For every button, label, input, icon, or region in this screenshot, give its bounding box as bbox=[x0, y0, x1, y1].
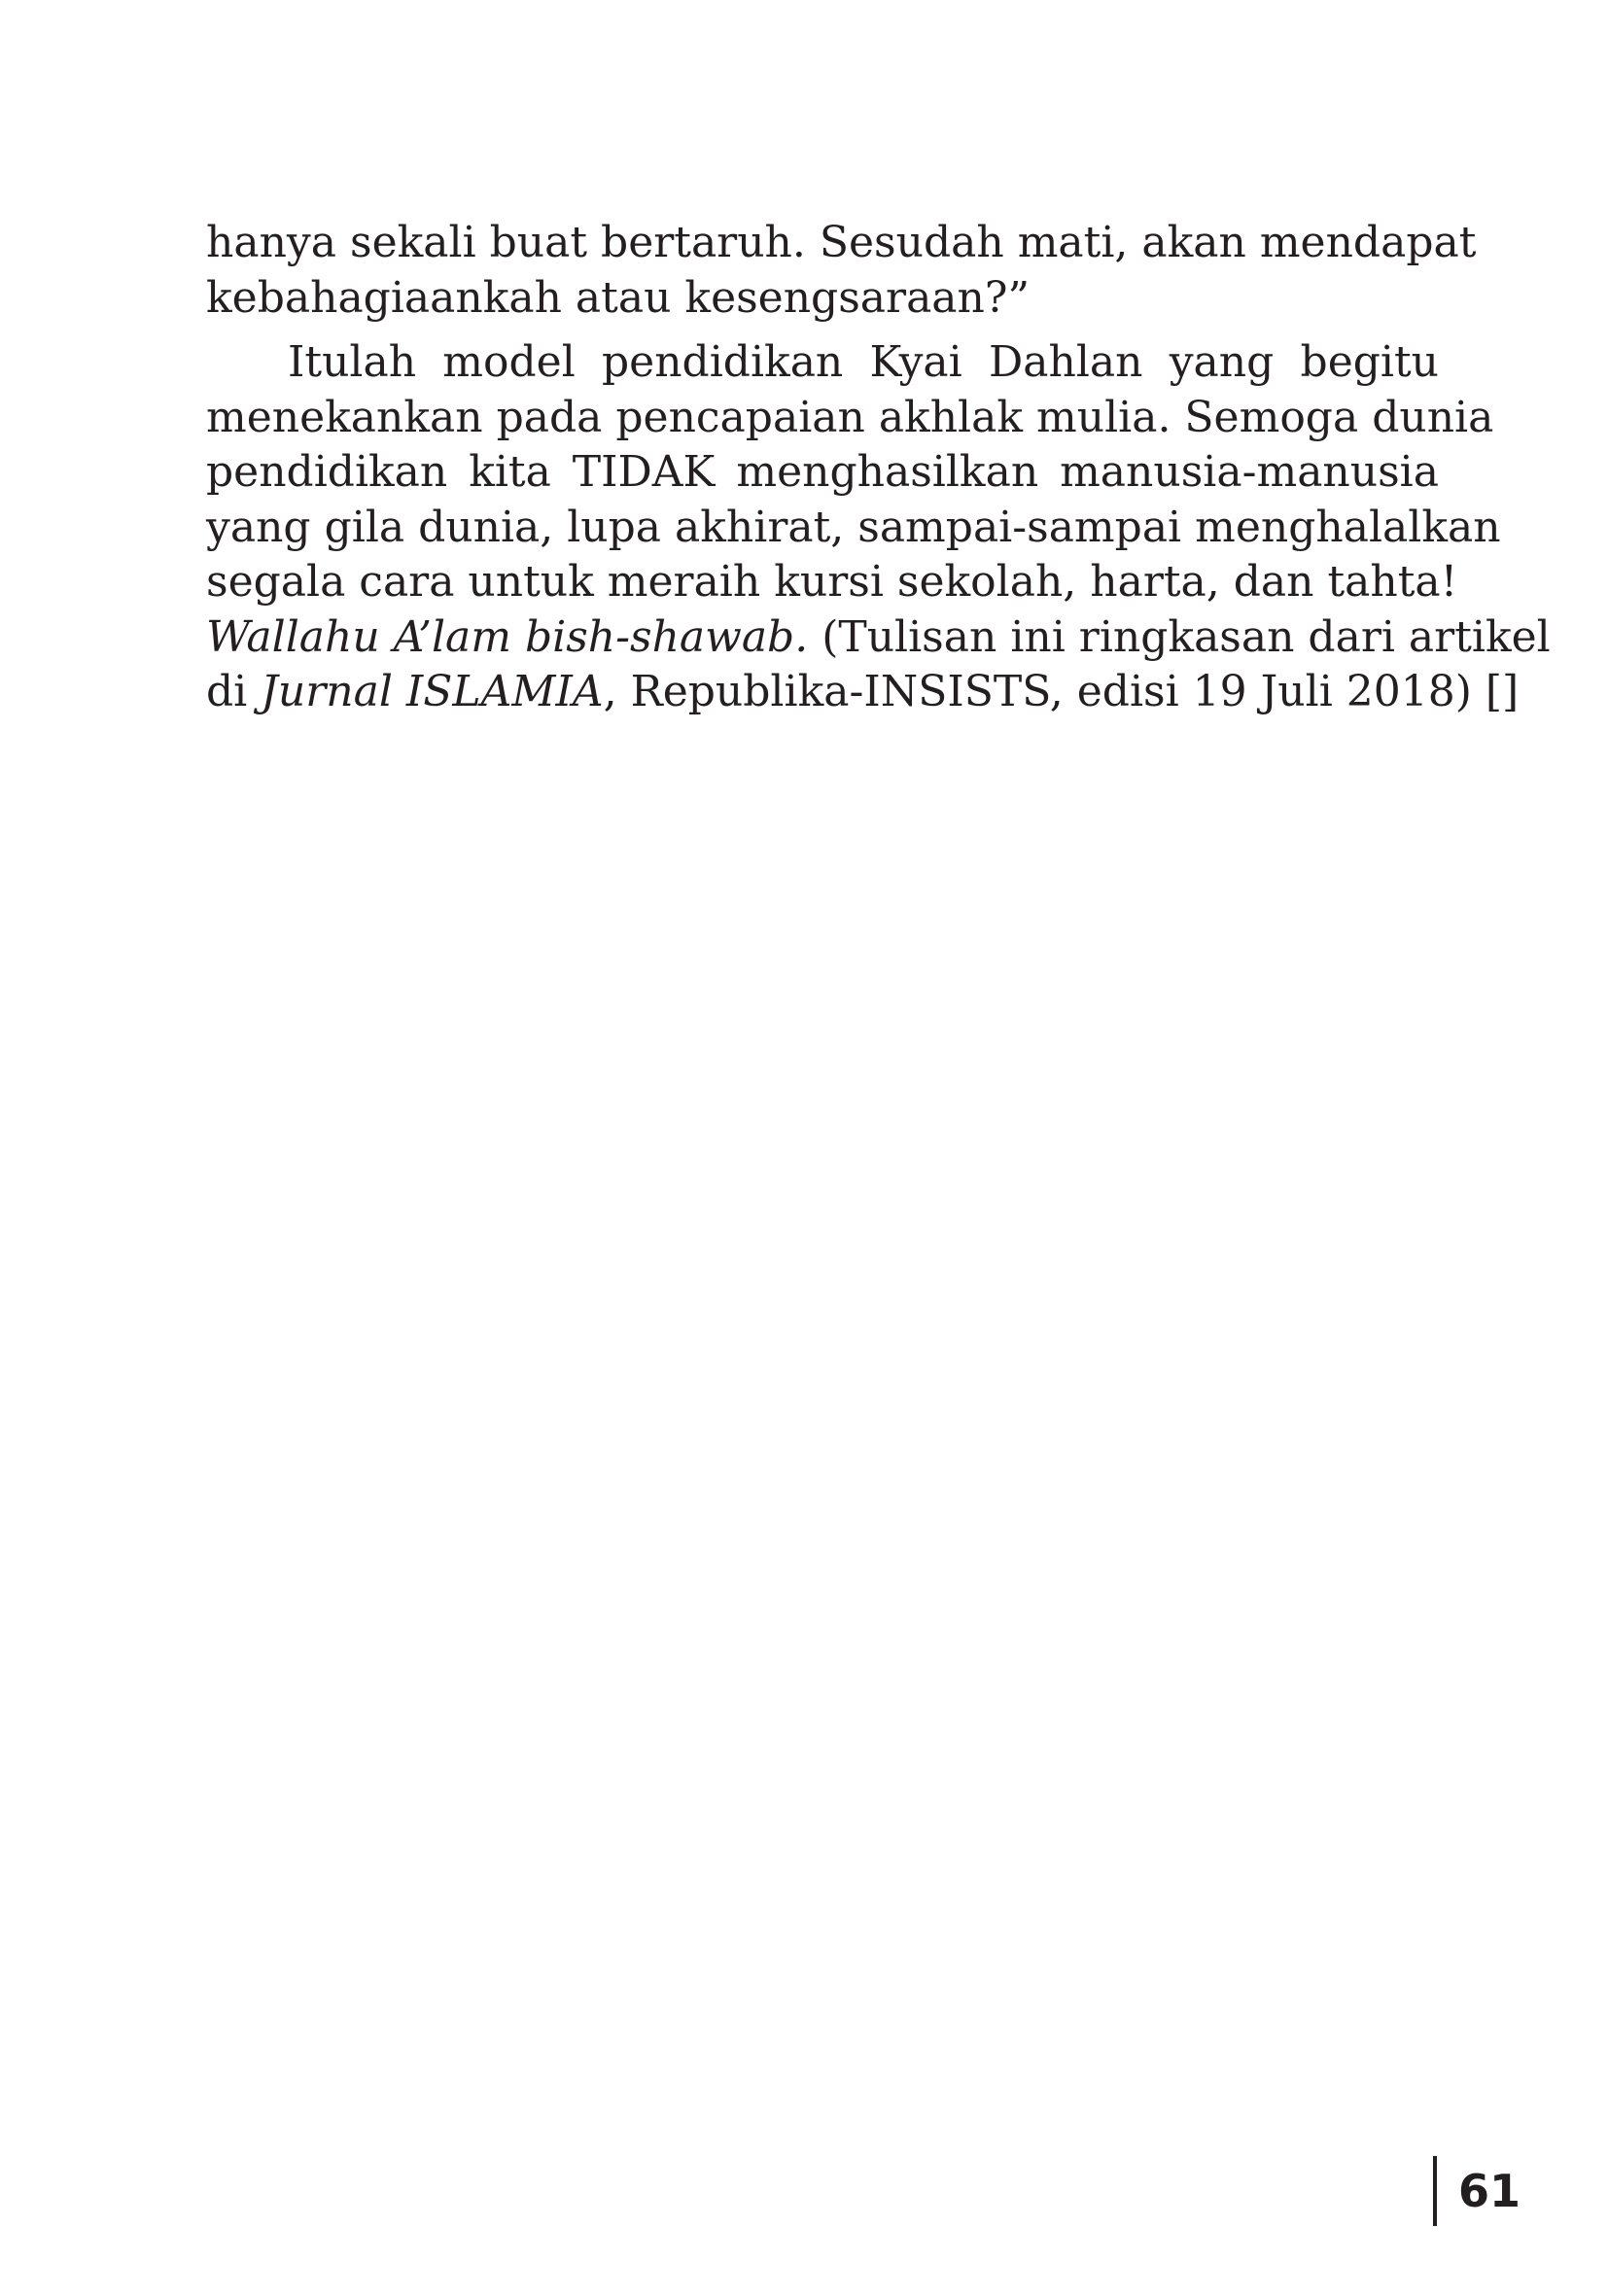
paragraph-2-line-6 bbox=[206, 610, 1551, 666]
paragraph-2-line-4: yang gila dunia, lupa akhirat, sampai-sampai menghalalkan bbox=[206, 502, 1501, 552]
paragraph-2-line-6-rest: (Tulisan ini ringkasan dari artikel bbox=[808, 611, 1551, 662]
page-footer bbox=[1433, 2156, 1521, 2226]
paragraph-2-line-2: menekankan pada pencapaian akhlak mulia. Semoga dunia bbox=[206, 392, 1494, 442]
body-text bbox=[206, 216, 1551, 720]
paragraph-1-line-2: kebahagiaankah atau kesengsaraan?” bbox=[206, 272, 1030, 323]
closing-phrase-italic: Wallahu A’lam bish-shawab. bbox=[206, 611, 809, 662]
page-number: 61 bbox=[1458, 2165, 1521, 2217]
paragraph-2-line-3: pendidikan kita TIDAK menghasilkan manusia-manusia bbox=[206, 447, 1439, 497]
paragraph-1-line-1: hanya sekali buat bertaruh. Sesudah mati, akan mendapat bbox=[206, 218, 1477, 267]
paragraph-2-line-7 bbox=[206, 665, 1520, 720]
paragraph-1 bbox=[206, 216, 1477, 326]
paragraph-2-line-7-rest: , Republika-INSISTS, edisi 19 Juli 2018) [] bbox=[603, 667, 1520, 716]
page-number-rule bbox=[1433, 2156, 1437, 2226]
paragraph-2-line-5: segala cara untuk meraih kursi sekolah, harta, dan tahta! bbox=[206, 557, 1458, 607]
paragraph-2-line-7-start: di bbox=[206, 667, 262, 716]
journal-title-italic: Jurnal ISLAMIA bbox=[261, 667, 604, 716]
paragraph-2 bbox=[206, 335, 1551, 720]
paragraph-2-line-1: Itulah model pendidikan Kyai Dahlan yang begitu bbox=[288, 337, 1439, 387]
